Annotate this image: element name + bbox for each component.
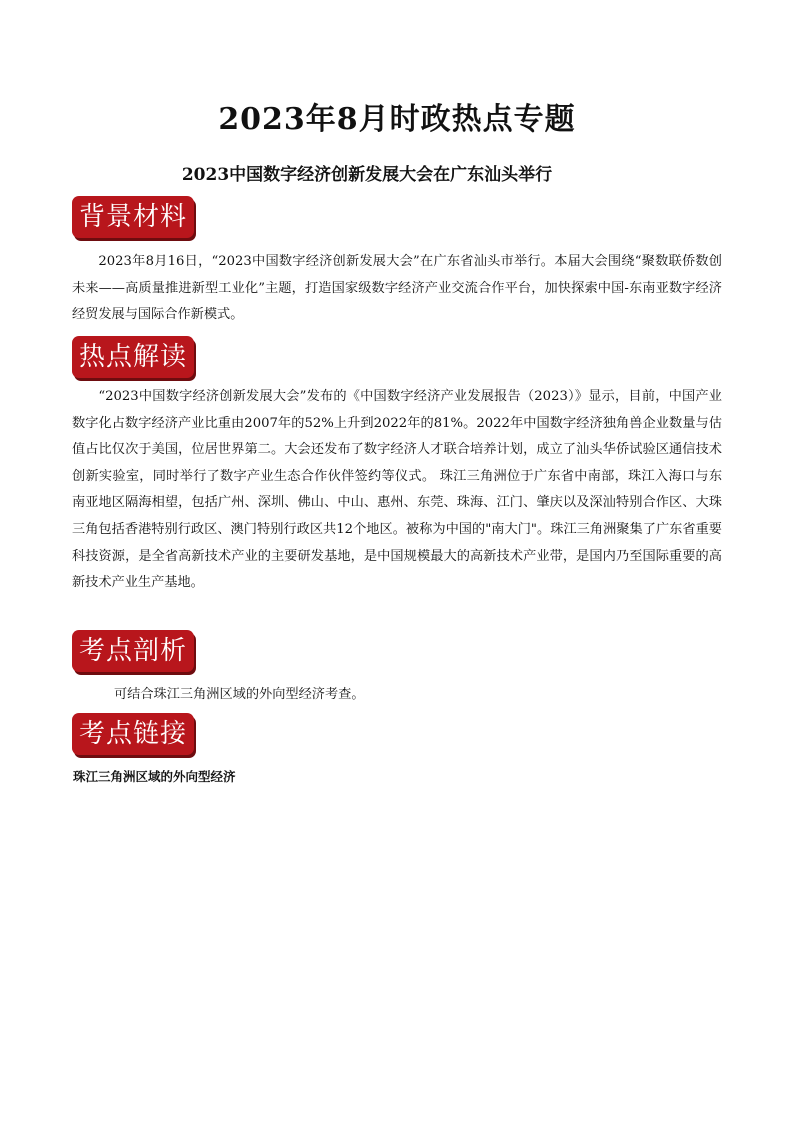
section-badge-exam-link: 考点链接 (72, 713, 194, 755)
analysis-paragraph: “2023中国数字经济创新发展大会”发布的《中国数字经济产业发展报告（2023）》显示，目前，中国产业数字化占数字经济产业比重由2007年的52%上升到2022年的81%。2022年中国数字经济独角兽企业数量与估值占比仅次于美国，位居世界第二。大会还发布了数字经济人才联合培养计划，成立了汕头华侨试验区通信技术创新实验室，同时举行了数字产业生态合作伙伴签约等仪式。 珠江三角洲位于广东省中南部，珠江入海口与东南亚地区隔海相望，包括广州、深圳、佛山、中山、惠州、东莞、珠海、江门、肇庆以及深汕特别合作区、大珠三角包括香港特别行政区、澳门特别行政区共12个地区。被称为中国的"南大门"。珠江三角洲聚集了广东省重要科技资源，是全省高新技术产业的主要研发基地，是中国规模最大的高新技术产业带，是国内乃至国际重要的高新技术产业生产基地。 (72, 389, 722, 591)
page-title: 2023年8月时政热点专题 (218, 102, 576, 137)
background-paragraph: 2023年8月16日，“2023中国数字经济创新发展大会”在广东省汕头市举行。本届大会围绕“聚数联侨数创未来——高质量推进新型工业化”主题，打造国家级数字经济产业交流合作平台，加快探索中国-东南亚数字经济经贸发展与国际合作新模式。 (72, 254, 722, 323)
section-badge-analysis: 热点解读 (72, 336, 194, 378)
section-badge-background: 背景材料 (72, 196, 194, 238)
article-subtitle: 2023中国数字经济创新发展大会在广东汕头举行 (181, 165, 553, 185)
exam-point-text: 可结合珠江三角洲区域的外向型经济考查。 (114, 687, 365, 702)
section-badge-exam-point: 考点剖析 (72, 630, 194, 672)
exam-link-text: 珠江三角洲区域的外向型经济 (73, 769, 236, 784)
